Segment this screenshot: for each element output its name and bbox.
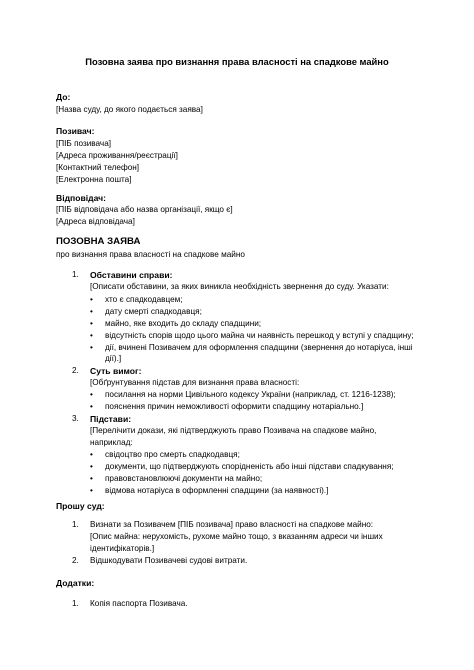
request-heading: Прошу суд: — [56, 501, 105, 511]
bullet-icon: • — [90, 295, 93, 304]
plaintiff-email: [Електронна пошта] — [56, 175, 132, 184]
to-heading: До: — [56, 92, 71, 102]
plaintiff-phone: [Контактний телефон] — [56, 163, 140, 172]
section-intro: [Описати обставини, за яких виникла необхідність звернення до суду. Указати: — [90, 282, 389, 291]
plaintiff-name: [ПІБ позивача] — [56, 139, 112, 148]
document-title: Позовна заява про визнання права власності на спадкове майно — [85, 56, 389, 67]
plaintiff-address: [Адреса проживання/реєстрації] — [56, 151, 178, 160]
list-item: документи, що підтверджують спорідненість або інші підстави спадкування; — [105, 462, 394, 471]
section-number: 1. — [72, 270, 79, 279]
section-number: 2. — [72, 366, 79, 375]
request-item-continuation: ідентифікаторів.] — [90, 544, 155, 553]
bullet-icon: • — [90, 402, 93, 411]
request-item: Відшкодувати Позивачеві судові витрати. — [90, 556, 248, 565]
bullet-icon: • — [90, 331, 93, 340]
request-number: 1. — [72, 520, 79, 529]
section-title: Підстави: — [90, 414, 132, 424]
bullet-icon: • — [90, 390, 93, 399]
list-item: правовстановлюючі документи на майно; — [105, 474, 263, 483]
list-item: пояснення причин неможливості оформити спадщину нотаріально.] — [105, 402, 364, 411]
list-item: відсутність спорів щодо цього майна чи наявність перешкод у вступі у спадщину; — [105, 331, 414, 340]
list-item-continuation: дії).] — [105, 354, 122, 363]
section-number: 3. — [72, 414, 79, 423]
defendant-name: [ПІБ відповідача або назва організації, якщо є] — [56, 205, 233, 214]
bullet-icon: • — [90, 319, 93, 328]
list-item: дії, вчинені Позивачем для оформлення спадщини (звернення до нотаріуса, інші — [105, 343, 413, 352]
claim-subheading: про визнання права власності на спадкове майно — [56, 250, 245, 259]
list-item: відмова нотаріуса в оформленні спадщини (за наявності).] — [105, 486, 329, 495]
list-item: майно, яке входить до складу спадщини; — [105, 319, 262, 328]
request-number: 2. — [72, 556, 79, 565]
section-intro: [Перелічити докази, які підтверджують право Позивача на спадкове майно, — [90, 426, 377, 435]
defendant-address: [Адреса відповідача] — [56, 217, 135, 226]
defendant-heading: Відповідач: — [56, 193, 107, 203]
request-item: Визнати за Позивачем [ПІБ позивача] право власності на спадкове майно: — [90, 520, 374, 529]
claim-heading: ПОЗОВНА ЗАЯВА — [56, 236, 141, 247]
section-intro: [Обґрунтування підстав для визнання права власності: — [90, 378, 300, 387]
bullet-icon: • — [90, 450, 93, 459]
bullet-icon: • — [90, 307, 93, 316]
bullet-icon: • — [90, 462, 93, 471]
bullet-icon: • — [90, 343, 93, 352]
list-item: дату смерті спадкодавця; — [105, 307, 202, 316]
bullet-icon: • — [90, 474, 93, 483]
court-name: [Назва суду, до якого подається заява] — [56, 105, 203, 114]
list-item: посилання на норми Цивільного кодексу України (наприклад, ст. 1216-1238); — [105, 390, 396, 399]
section-title: Суть вимог: — [90, 366, 142, 376]
list-item: свідоцтво про смерть спадкодавця; — [105, 450, 240, 459]
request-item-continuation: [Опис майна: нерухомість, рухоме майно тощо, з вказанням адреси чи інших — [90, 532, 383, 541]
bullet-icon: • — [90, 486, 93, 495]
list-item: хто є спадкодавцем; — [105, 295, 183, 304]
attachments-heading: Додатки: — [56, 578, 95, 588]
section-intro-continuation: наприклад: — [90, 438, 133, 447]
plaintiff-heading: Позивач: — [56, 126, 95, 136]
attachment-number: 1. — [72, 599, 79, 608]
section-title: Обставини справи: — [90, 270, 173, 280]
attachment-item: Копія паспорта Позивача. — [90, 599, 188, 608]
